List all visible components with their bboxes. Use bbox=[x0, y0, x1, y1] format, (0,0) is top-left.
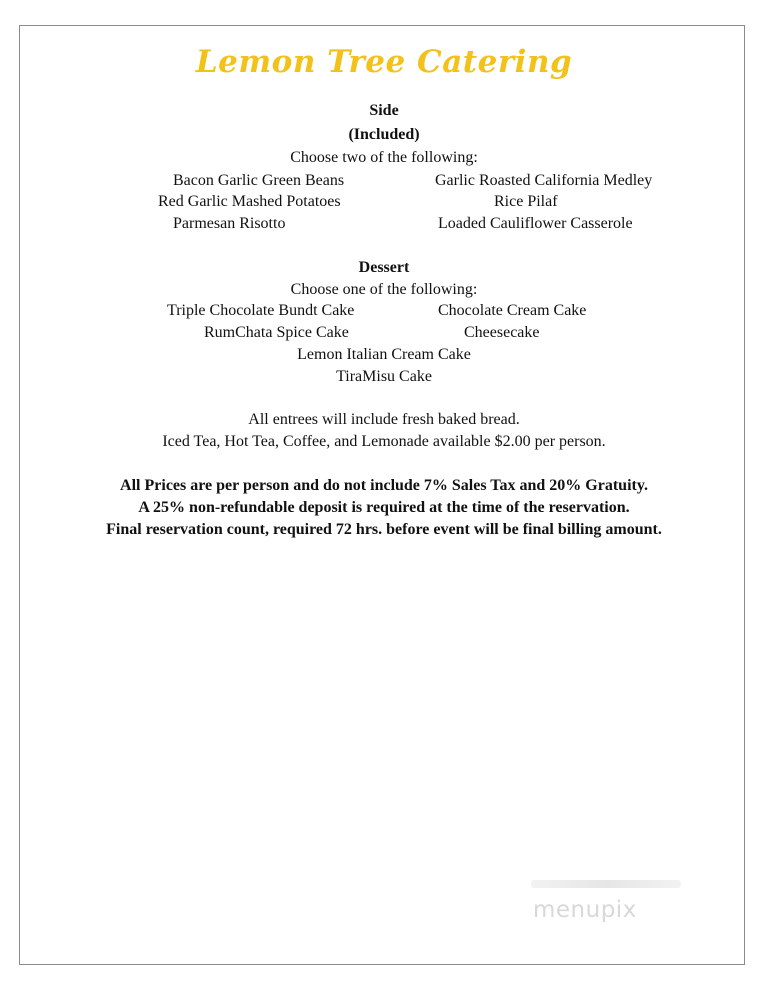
dessert-item: Triple Chocolate Bundt Cake bbox=[167, 302, 355, 319]
dessert-item: RumChata Spice Cake bbox=[204, 324, 349, 341]
watermark-url-blur bbox=[531, 880, 681, 888]
bread-note: All entrees will include fresh baked bread. bbox=[248, 411, 520, 428]
pricing-policy: All Prices are per person and do not include 7% Sales Tax and 20% Gratuity. bbox=[120, 477, 648, 494]
dessert-item: TiraMisu Cake bbox=[336, 368, 432, 385]
dessert-item: Cheesecake bbox=[464, 324, 540, 341]
reservation-policy: Final reservation count, required 72 hrs. before event will be final billing amount. bbox=[106, 521, 662, 538]
side-item: Rice Pilaf bbox=[494, 193, 558, 210]
beverage-note: Iced Tea, Hot Tea, Coffee, and Lemonade available $2.00 per person. bbox=[162, 433, 606, 450]
dessert-item: Lemon Italian Cream Cake bbox=[297, 346, 471, 363]
side-item: Garlic Roasted California Medley bbox=[435, 172, 653, 189]
dessert-item: Chocolate Cream Cake bbox=[438, 302, 587, 319]
dessert-instruction: Choose one of the following: bbox=[290, 281, 478, 298]
deposit-policy: A 25% non-refundable deposit is required at the time of the reservation. bbox=[138, 499, 630, 516]
restaurant-title: Lemon Tree Catering bbox=[195, 44, 573, 80]
side-heading: Side bbox=[369, 102, 399, 119]
menupix-watermark: menupix bbox=[533, 897, 637, 923]
side-item: Loaded Cauliflower Casserole bbox=[438, 215, 633, 232]
side-instruction: Choose two of the following: bbox=[290, 149, 478, 166]
side-item: Parmesan Risotto bbox=[173, 215, 286, 232]
side-item: Red Garlic Mashed Potatoes bbox=[158, 193, 341, 210]
dessert-heading: Dessert bbox=[358, 259, 410, 276]
side-item: Bacon Garlic Green Beans bbox=[173, 172, 345, 189]
side-subheading: (Included) bbox=[348, 126, 420, 143]
